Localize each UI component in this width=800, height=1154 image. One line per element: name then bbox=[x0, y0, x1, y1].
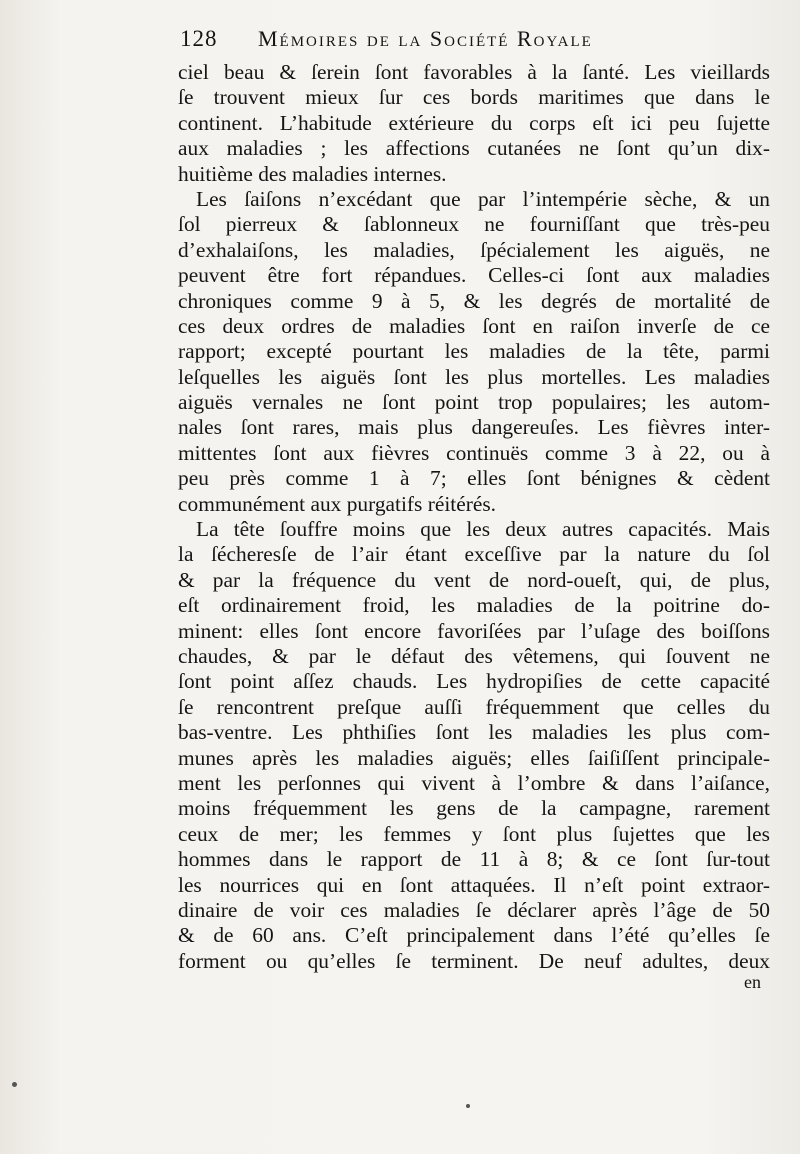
text-line: ciel beau & ſerein ſont favorables à la ſanté. Les vieillards bbox=[178, 60, 770, 84]
page-header bbox=[180, 26, 780, 58]
text-line: & de 60 ans. C’eſt principalement dans l’été qu’elles ſe bbox=[178, 923, 770, 948]
paper-speck bbox=[466, 1104, 470, 1108]
text-line: ment les perſonnes qui vivent à l’ombre & dans l’aiſance, bbox=[178, 770, 770, 795]
text-line: moins fréquemment les gens de la campagne, rarement bbox=[178, 796, 770, 821]
paragraph-start-line: Les ſaiſons n’excédant que par l’intempérie sèche, & un bbox=[196, 186, 770, 211]
text-line: ces deux ordres de maladies ſont en raiſon inverſe de ce bbox=[178, 313, 770, 338]
text-line: hommes dans le rapport de 11 à 8; & ce ſont ſur-tout bbox=[178, 847, 770, 872]
catchword: en bbox=[744, 972, 761, 992]
paragraph-start-line: La tête ſouffre moins que les deux autres capacités. Mais bbox=[196, 517, 770, 542]
text-line: mittentes ſont aux fièvres continuës comme 3 à 22, ou à bbox=[178, 440, 770, 465]
text-line: peu près comme 1 à 7; elles ſont bénignes & cèdent bbox=[178, 466, 770, 491]
text-line: & par la fréquence du vent de nord-oueſt, qui, de plus, bbox=[178, 567, 770, 592]
text-line: aux maladies ; les affections cutanées ne ſont qu’un dix- bbox=[178, 136, 770, 161]
text-line: ſol pierreux & ſablonneux ne fourniſſant que très-peu bbox=[178, 212, 770, 237]
text-line: peuvent être fort répandues. Celles-ci ſont aux maladies bbox=[178, 263, 770, 288]
text-line: ceux de mer; les femmes y ſont plus ſujettes que les bbox=[178, 821, 770, 846]
text-line: forment ou qu’elles ſe terminent. De neuf adultes, deux bbox=[178, 948, 770, 973]
text-line: les nourrices qui en ſont attaquées. Il n’eſt point extraor- bbox=[178, 872, 770, 897]
text-line: d’exhalaiſons, les maladies, ſpécialement les aiguës, ne bbox=[178, 237, 770, 262]
body-text bbox=[178, 60, 770, 974]
running-title: Mémoires de la Société Royale bbox=[258, 26, 593, 51]
text-line: ſont point aſſez chauds. Les hydropiſies de cette capacité bbox=[178, 669, 770, 694]
text-line: nales ſont rares, mais plus dangereuſes. Les fièvres inter- bbox=[178, 415, 770, 440]
text-line: ſe trouvent mieux ſur ces bords maritimes que dans le bbox=[178, 85, 770, 110]
page-number: 128 bbox=[180, 26, 218, 51]
text-line: bas-ventre. Les phthiſies ſont les maladies les plus com- bbox=[178, 720, 770, 745]
text-line: huitième des maladies internes. bbox=[178, 161, 447, 186]
text-line: eſt ordinairement froid, les maladies de la poitrine do- bbox=[178, 593, 770, 618]
text-line: continent. L’habitude extérieure du corps eſt ici peu ſujette bbox=[178, 110, 770, 135]
text-line: aiguës vernales ne ſont point trop populaires; les autom- bbox=[178, 390, 770, 415]
text-line: chaudes, & par le défaut des vêtemens, qui ſouvent ne bbox=[178, 643, 770, 668]
text-line: leſquelles les aiguës ſont les plus mortelles. Les maladies bbox=[178, 364, 770, 389]
text-line: communément aux purgatifs réitérés. bbox=[178, 491, 496, 516]
text-line: la ſécheresſe de l’air étant exceſſive par la nature du ſol bbox=[178, 542, 770, 567]
text-line: minent: elles ſont encore favoriſées par l’uſage des boiſſons bbox=[178, 618, 770, 643]
text-line: munes après les maladies aiguës; elles ſaiſiſſent principale- bbox=[178, 745, 770, 770]
text-line: ſe rencontrent preſque auſſi fréquemment que celles du bbox=[178, 694, 770, 719]
text-line: rapport; excepté pourtant les maladies de la tête, parmi bbox=[178, 339, 770, 364]
text-line: dinaire de voir ces maladies ſe déclarer après l’âge de 50 bbox=[178, 897, 770, 922]
paper-speck bbox=[12, 1082, 17, 1087]
text-line: chroniques comme 9 à 5, & les degrés de mortalité de bbox=[178, 288, 770, 313]
